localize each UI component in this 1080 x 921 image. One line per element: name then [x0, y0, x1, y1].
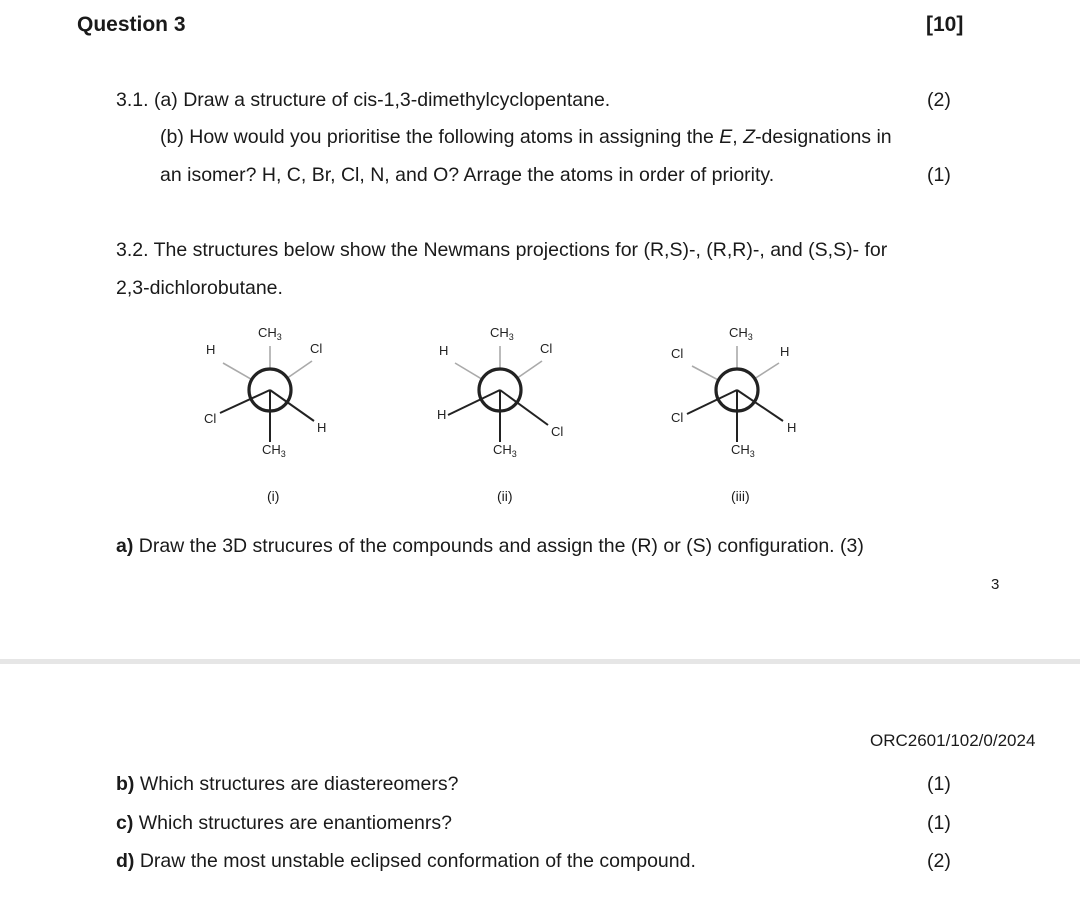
question-b [116, 773, 458, 796]
q31b-line1-post: -designations in [755, 126, 892, 148]
ch3-top: $CH_3$ [729, 325, 753, 342]
newman-projection-i [200, 318, 340, 468]
q31b-line2: an isomer? H, C, Br, Cl, N, and O? Arrage the atoms in order of priority. [160, 164, 775, 186]
question-b-marks: (1) [927, 773, 951, 795]
sub-back-left: H [439, 343, 449, 358]
sub-front-right: H [317, 420, 327, 435]
ch3-top: $CH_3$ [490, 325, 514, 342]
question-b-text: Which structures are diastereomers? [134, 773, 459, 795]
sub-back-right: H [780, 344, 790, 359]
ch3-top: $CH_3$ [258, 325, 282, 342]
sub-back-left: H [206, 342, 216, 357]
q31b-line1-mid: , [732, 126, 744, 148]
sub-front-right: H [787, 420, 797, 435]
question-d-text: Draw the most unstable eclipsed conformation of the compound. [134, 850, 696, 872]
question-c-label: c) [116, 812, 134, 834]
sub-back-right: Cl [310, 341, 323, 356]
label-ii: (ii) [497, 488, 513, 504]
sub-front-left: H [437, 407, 447, 422]
q31b-e-letter: E [719, 126, 733, 148]
question-d-marks: (2) [927, 850, 951, 872]
newman-projection-ii [430, 318, 570, 468]
q31a-marks: (2) [927, 89, 951, 111]
q31b-marks: (1) [927, 164, 951, 186]
sub-front-left: Cl [671, 410, 684, 425]
sub-back-right: Cl [540, 341, 553, 356]
ch3-bottom: $CH_3$ [493, 442, 517, 459]
question-c-marks: (1) [927, 812, 951, 834]
q31b-z-letter: Z [743, 126, 756, 148]
question-d-label: d) [116, 850, 135, 872]
q32a-label: a) [116, 535, 134, 557]
q32a-text: Draw the 3D strucures of the compounds and assign the (R) or (S) configuration. (3) [133, 535, 864, 557]
label-i: (i) [267, 488, 280, 504]
q31b-line1-pre: (b) How would you prioritise the following atoms in assigning the [160, 126, 720, 148]
question-b-label: b) [116, 773, 135, 795]
total-marks: [10] [926, 13, 964, 36]
q32-intro-line1: 3.2. The structures below show the Newmans projections for (R,S)-, (R,R)-, and (S,S)- for [116, 239, 888, 261]
ch3-bottom: $CH_3$ [731, 442, 755, 459]
ch3-bottom: $CH_3$ [262, 442, 286, 459]
question-c [116, 812, 452, 835]
page-divider [0, 659, 1080, 664]
page-number: 3 [991, 576, 1000, 593]
question-title: Question 3 [77, 13, 186, 36]
newman-projection-iii [667, 318, 807, 468]
q31b-line1 [160, 126, 892, 149]
q31a-text: 3.1. (a) Draw a structure of cis-1,3-dimethylcyclopentane. [116, 89, 611, 111]
course-code: ORC2601/102/0/2024 [870, 731, 1036, 750]
sub-front-right: Cl [551, 424, 564, 439]
question-c-text: Which structures are enantiomenrs? [133, 812, 452, 834]
q32a-question [116, 535, 864, 558]
question-d [116, 850, 696, 873]
sub-back-left: Cl [671, 346, 684, 361]
label-iii: (iii) [731, 488, 750, 504]
sub-front-left: Cl [204, 411, 217, 426]
q32-intro-line2: 2,3-dichlorobutane. [116, 277, 283, 299]
